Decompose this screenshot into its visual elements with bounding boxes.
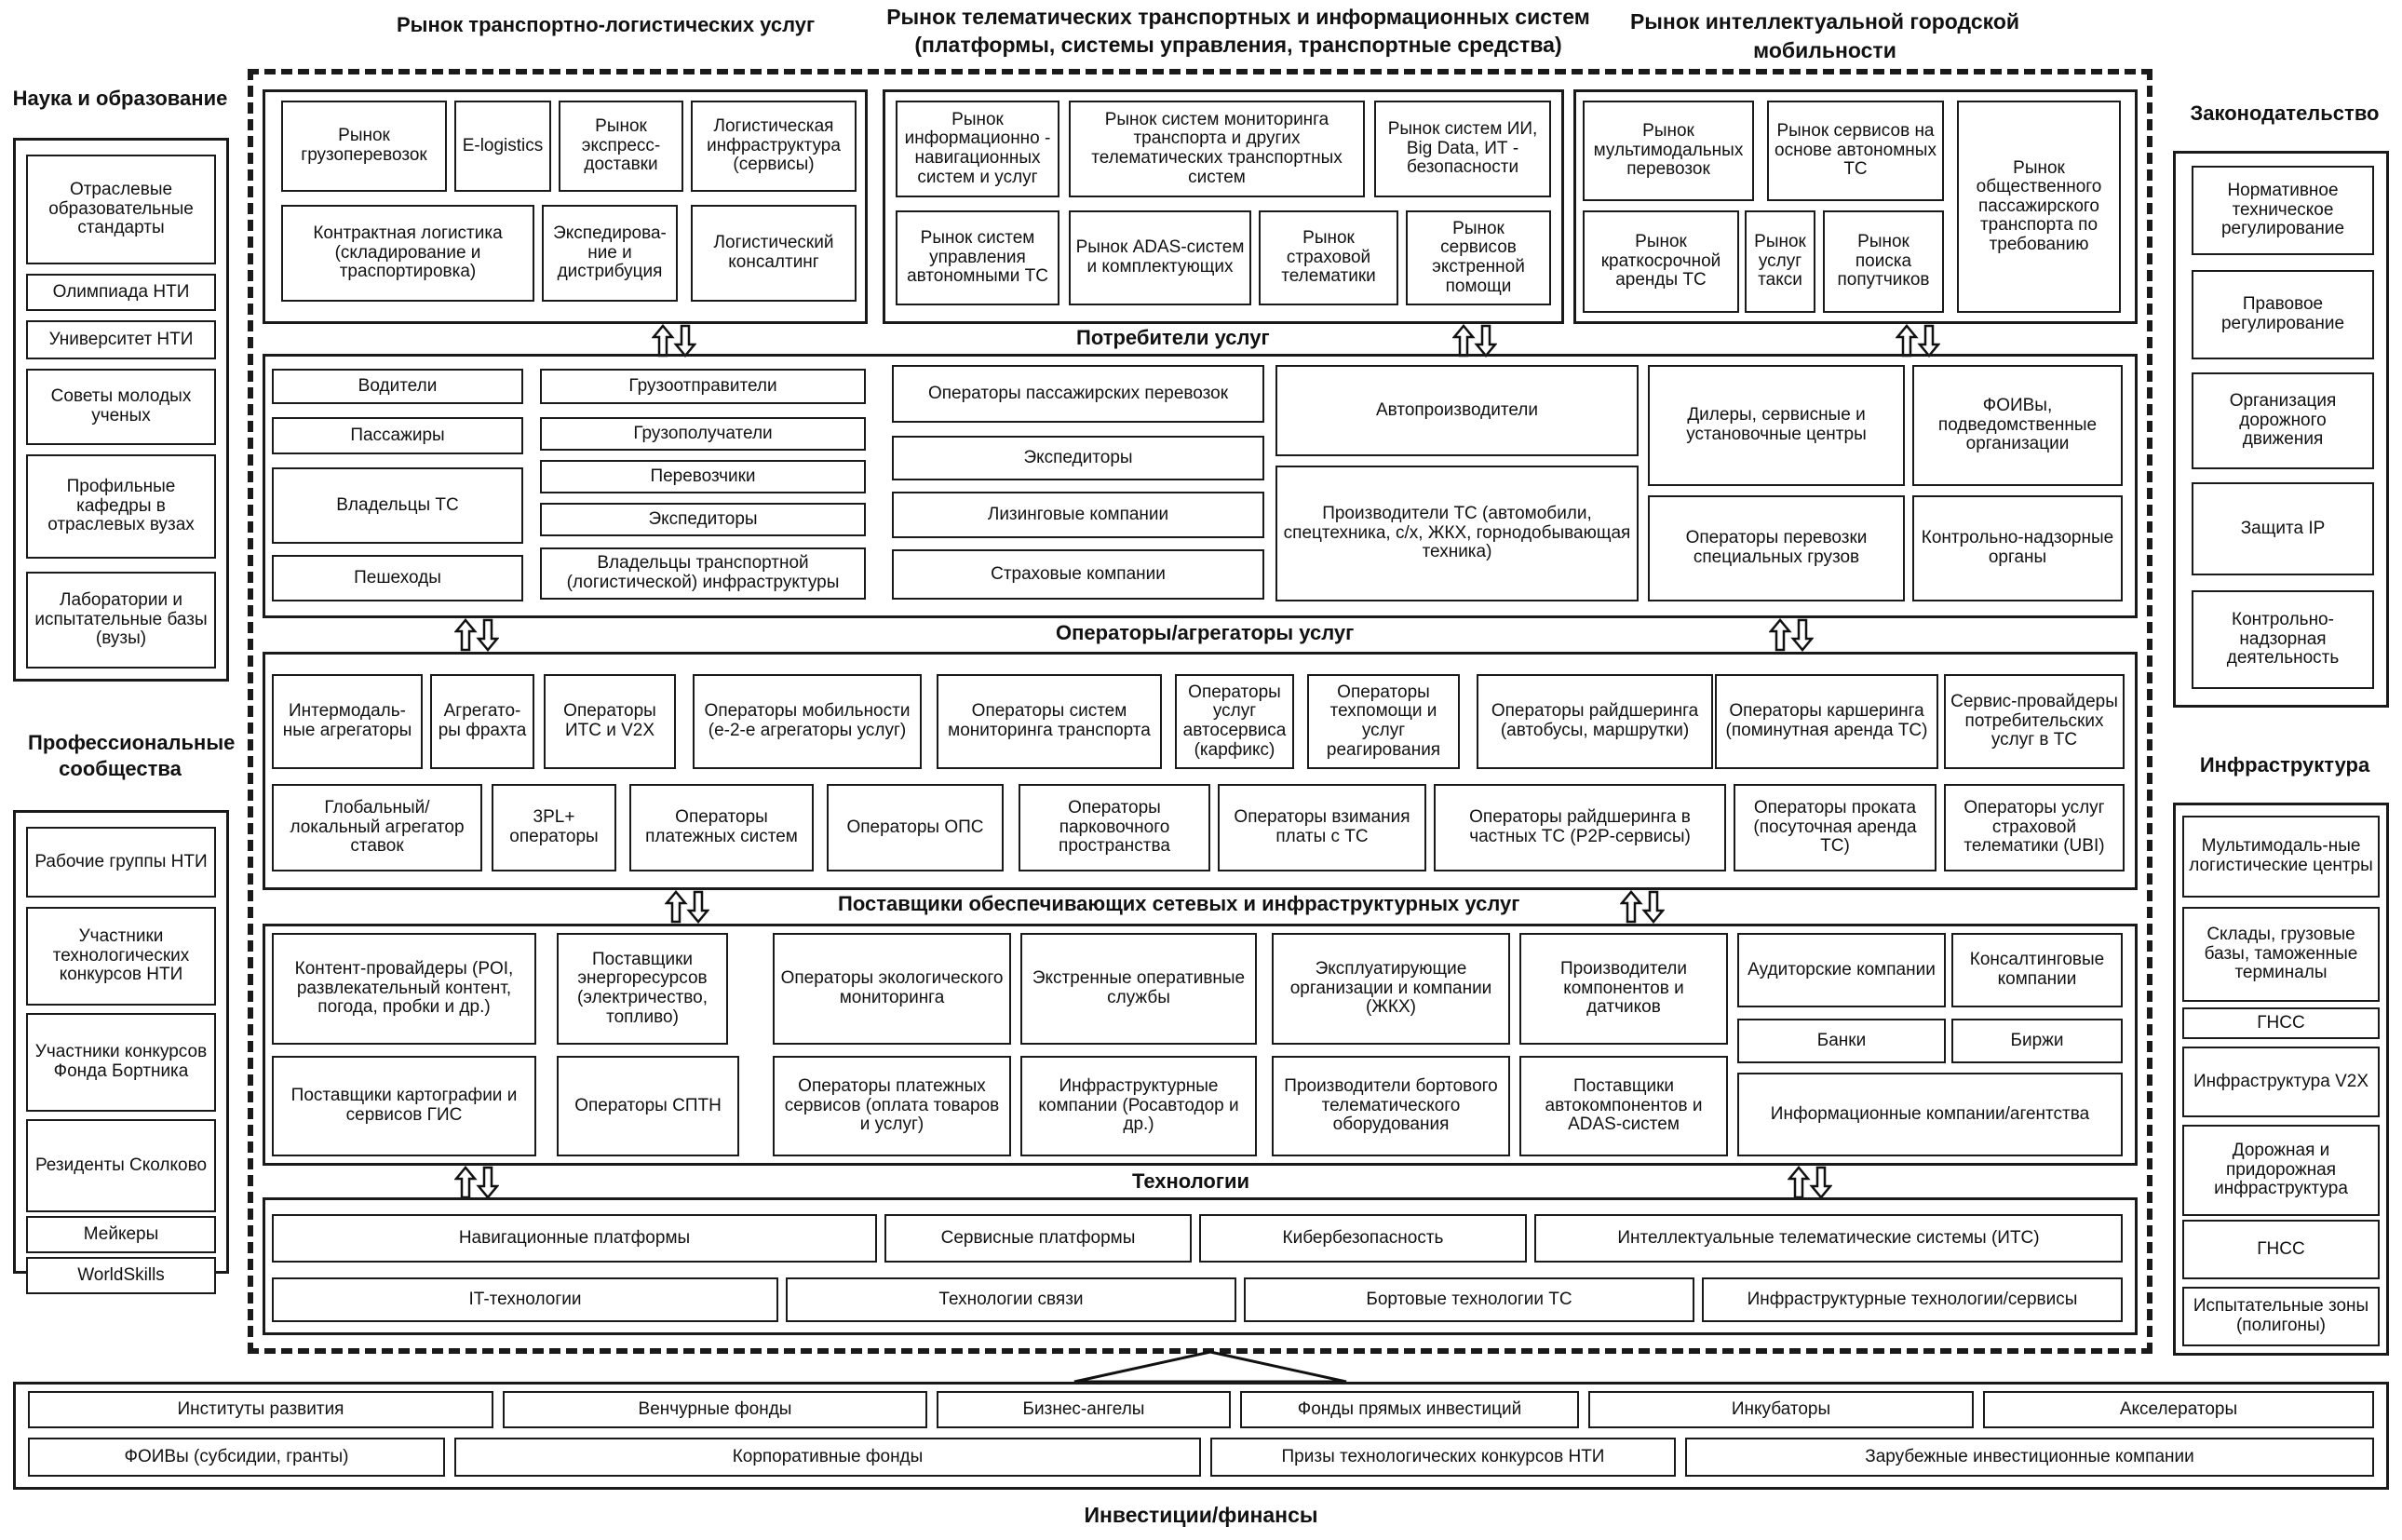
title-urban-mobility-line2: мобильности <box>1753 38 1896 63</box>
op-carsharing: Операторы каршеринга (поминутная аренда ТС) <box>1715 674 1938 769</box>
consumer-foiv: ФОИВы, подведомственные организации <box>1912 365 2123 486</box>
sup-banks: Банки <box>1737 1019 1946 1063</box>
prof-bortnik: Участники конкурсов Фонда Бортника <box>26 1013 216 1112</box>
sup-adas: Поставщики автокомпонентов и ADAS-систем <box>1519 1056 1728 1156</box>
law-ip: Защита IP <box>2192 482 2374 575</box>
sup-consulting: Консалтинговые компании <box>1951 933 2123 1007</box>
title-telematics <box>884 4 1592 60</box>
inv-angels: Бизнес-ангелы <box>937 1391 1231 1428</box>
inv-venture: Венчурные фонды <box>503 1391 927 1428</box>
law-legal: Правовое регулирование <box>2192 270 2374 359</box>
law-supervision: Контрольно-надзорная деятельность <box>2192 590 2374 689</box>
tech-communication: Технологии связи <box>786 1277 1236 1322</box>
prof-skolkovo: Резиденты Сколково <box>26 1119 216 1212</box>
science-labs: Лаборатории и испытательные базы (вузы) <box>26 572 216 669</box>
suppliers-title: Поставщики обеспечивающих сетевых и инфраструктурных услуг <box>832 892 1525 916</box>
consumer-passengers: Пассажиры <box>272 417 523 454</box>
tech-cybersecurity: Кибербезопасность <box>1199 1214 1527 1263</box>
double-arrow-icon <box>1896 324 1940 358</box>
market-insurance-telematics: Рынок страховой телематики <box>1259 210 1398 305</box>
consumer-dealers: Дилеры, сервисные и установочные центры <box>1648 365 1905 486</box>
inv-dev-institutes: Институты развития <box>28 1391 493 1428</box>
sup-cartography: Поставщики картографии и сервисов ГИС <box>272 1056 536 1156</box>
market-emergency: Рынок сервисов экстренной помощи <box>1406 210 1551 305</box>
science-departments: Профильные кафедры в отраслевых вузах <box>26 454 216 559</box>
market-e-logistics: E-logistics <box>454 101 551 192</box>
prof-title <box>4 730 236 781</box>
operators-title: Операторы/агрегаторы услуг <box>1050 621 1359 645</box>
sup-content: Контент-провайдеры (POI, развлекательный контент, погода, пробки и др.) <box>272 933 536 1045</box>
technologies-title: Технологии <box>1127 1169 1255 1194</box>
double-arrow-icon <box>1769 618 1814 652</box>
sup-sptn: Операторы СПТН <box>557 1056 739 1156</box>
market-short-rent: Рынок краткосрочной аренды ТС <box>1583 210 1739 313</box>
tech-onboard: Бортовые технологии ТС <box>1244 1277 1694 1322</box>
title-telematics-line2: (платформы, системы управления, транспортные средства) <box>914 32 1562 57</box>
consumer-drivers: Водители <box>272 369 523 404</box>
inv-foreign: Зарубежные инвестиционные компании <box>1685 1438 2374 1477</box>
op-freight-agg: Агрегато-ры фрахта <box>430 674 534 769</box>
market-cargo: Рынок грузоперевозок <box>281 101 447 192</box>
op-ubi: Операторы услуг страховой телематики (UBI) <box>1944 784 2125 871</box>
title-telematics-line1: Рынок телематических транспортных и информационных систем <box>886 5 1590 29</box>
consumer-carriers: Перевозчики <box>540 460 866 493</box>
consumers-title: Потребители услуг <box>1071 326 1275 350</box>
market-taxi: Рынок услуг такси <box>1745 210 1815 313</box>
market-multimodal: Рынок мультимодальных перевозок <box>1583 101 1754 201</box>
consumer-infra-owners: Владельцы транспортной (логистической) инфраструктуры <box>540 547 866 600</box>
market-contract-log: Контрактная логистика (складирование и траспортировка) <box>281 205 534 302</box>
op-its-v2x: Операторы ИТС и V2X <box>544 674 676 769</box>
inv-accelerators: Акселераторы <box>1983 1391 2374 1428</box>
infra-gnss-2: ГНСС <box>2182 1220 2380 1279</box>
op-3pl: 3PL+ операторы <box>492 784 616 871</box>
infra-test-zones: Испытательные зоны (полигоны) <box>2182 1287 2380 1346</box>
prof-title-text: Профессиональные сообщества <box>28 731 236 780</box>
science-nti-university: Университет НТИ <box>26 320 216 359</box>
sup-eco: Операторы экологического мониторинга <box>773 933 1011 1045</box>
op-ridesharing-bus: Операторы райдшеринга (автобусы, маршрутки) <box>1477 674 1713 769</box>
sup-infra-companies: Инфраструктурные компании (Росавтодор и др.) <box>1020 1056 1257 1156</box>
science-young-scientists: Советы молодых ученых <box>26 369 216 445</box>
tech-nav-platforms: Навигационные платформы <box>272 1214 877 1263</box>
double-arrow-icon <box>1452 324 1497 358</box>
op-intermodal: Интермодаль-ные агрегаторы <box>272 674 423 769</box>
sup-info-agencies: Информационные компании/агентства <box>1737 1073 2123 1156</box>
market-monitoring: Рынок систем мониторинга транспорта и других телематических транспортных систем <box>1069 101 1365 197</box>
op-rental: Операторы проката (посуточная аренда ТС) <box>1734 784 1936 871</box>
sup-audit: Аудиторские компании <box>1737 933 1946 1007</box>
sup-energy: Поставщики энергоресурсов (электричество, топливо) <box>557 933 728 1045</box>
tech-service-platforms: Сервисные платформы <box>884 1214 1192 1263</box>
sup-housing: Эксплуатирующие организации и компании (ЖКХ) <box>1272 933 1510 1045</box>
consumer-shippers: Грузоотправители <box>540 369 866 404</box>
op-rate-agg: Глобальный/ локальный агрегатор ставок <box>272 784 482 871</box>
investments-title: Инвестиции/финансы <box>1084 1503 1318 1527</box>
op-p2p: Операторы райдшеринга в частных ТС (P2P-сервисы) <box>1434 784 1726 871</box>
consumer-pedestrians: Пешеходы <box>272 555 523 601</box>
prof-nti-groups: Рабочие группы НТИ <box>26 827 216 898</box>
title-urban-mobility-line1: Рынок интеллектуальной городской <box>1629 9 2020 34</box>
market-log-consulting: Логистический консалтинг <box>691 205 857 302</box>
consumer-control-bodies: Контрольно-надзорные органы <box>1912 495 2123 601</box>
market-ride-search: Рынок поиска попутчиков <box>1823 210 1944 313</box>
market-nav-systems: Рынок информационно - навигационных систем и услуг <box>896 101 1059 197</box>
tech-its: Интеллектуальные телематические системы (ИТС) <box>1534 1214 2123 1263</box>
law-title: Законодательство <box>2190 101 2380 125</box>
consumer-vehicle-makers: Производители ТС (автомобили, спецтехника, с/х, ЖКХ, горнодобывающая техника) <box>1275 466 1639 601</box>
op-techhelp: Операторы техпомощи и услуг реагирования <box>1307 674 1460 769</box>
double-arrow-icon <box>1620 890 1665 924</box>
op-payment-systems: Операторы платежных систем <box>629 784 814 871</box>
double-arrow-icon <box>1788 1166 1832 1199</box>
title-urban-mobility <box>1620 7 2030 65</box>
op-monitoring: Операторы систем мониторинга транспорта <box>937 674 1162 769</box>
consumer-special-cargo: Операторы перевозки специальных грузов <box>1648 495 1905 601</box>
market-log-infra: Логистическая инфраструктура (сервисы) <box>691 101 857 192</box>
double-arrow-icon <box>665 890 709 924</box>
consumer-leasing: Лизинговые компании <box>892 492 1264 538</box>
up-arrow-icon <box>1071 1348 1350 1385</box>
double-arrow-icon <box>454 618 499 652</box>
infra-title: Инфраструктура <box>2199 753 2370 777</box>
sup-emergency: Экстренные оперативные службы <box>1020 933 1257 1045</box>
sup-payment: Операторы платежных сервисов (оплата товаров и услуг) <box>773 1056 1011 1156</box>
market-autonomous-services: Рынок сервисов на основе автономных ТС <box>1767 101 1944 201</box>
sup-exchanges: Биржи <box>1951 1019 2123 1063</box>
op-toll: Операторы взимания платы с ТС <box>1218 784 1426 871</box>
inv-nti-prizes: Призы технологических конкурсов НТИ <box>1210 1438 1676 1477</box>
sup-onboard: Производители бортового телематического оборудования <box>1272 1056 1510 1156</box>
inv-pe-funds: Фонды прямых инвестиций <box>1240 1391 1579 1428</box>
op-parking: Операторы парковочного пространства <box>1019 784 1210 871</box>
consumer-owners: Владельцы ТС <box>272 467 523 544</box>
consumer-forwarders: Экспедиторы <box>540 503 866 536</box>
sup-components: Производители компонентов и датчиков <box>1519 933 1728 1045</box>
prof-nti-contests: Участники технологических конкурсов НТИ <box>26 907 216 1006</box>
infra-multimodal: Мультимодаль-ные логистические центры <box>2182 816 2380 898</box>
prof-makers: Мейкеры <box>26 1216 216 1253</box>
science-standards: Отраслевые образовательные стандарты <box>26 155 216 264</box>
tech-it: IT-технологии <box>272 1277 778 1322</box>
market-adas: Рынок ADAS-систем и комплектующих <box>1069 210 1251 305</box>
market-public-transport: Рынок общественного пассажирского транспорта по требованию <box>1957 101 2121 313</box>
consumer-forwarders-2: Экспедиторы <box>892 436 1264 480</box>
infra-v2x: Инфраструктура V2X <box>2182 1047 2380 1117</box>
market-express: Рынок экспресс-доставки <box>559 101 683 192</box>
inv-foiv-grants: ФОИВы (субсидии, гранты) <box>28 1438 445 1477</box>
market-forwarding: Экспедирова-ние и дистрибуция <box>542 205 678 302</box>
infra-warehouses: Склады, грузовые базы, таможенные терминалы <box>2182 907 2380 1002</box>
op-consumer-services: Сервис-провайдеры потребительских услуг в ТС <box>1944 674 2125 769</box>
op-ops: Операторы ОПС <box>827 784 1004 871</box>
title-transport-logistics: Рынок транспортно-логистических услуг <box>391 13 820 37</box>
consumer-receivers: Грузополучатели <box>540 417 866 451</box>
double-arrow-icon <box>652 324 696 358</box>
law-technical: Нормативное техническое регулирование <box>2192 166 2374 255</box>
science-nti-olympiad: Олимпиада НТИ <box>26 274 216 311</box>
consumer-passenger-operators: Операторы пассажирских перевозок <box>892 365 1264 423</box>
op-mobility: Операторы мобильности (e-2-e агрегаторы услуг) <box>693 674 922 769</box>
consumer-automakers: Автопроизводители <box>1275 365 1639 456</box>
infra-roads: Дорожная и придорожная инфраструктура <box>2182 1125 2380 1216</box>
double-arrow-icon <box>454 1166 499 1199</box>
tech-infra: Инфраструктурные технологии/сервисы <box>1702 1277 2123 1322</box>
market-ai-bigdata: Рынок систем ИИ, Big Data, ИТ - безопасности <box>1374 101 1551 197</box>
prof-worldskills: WorldSkills <box>26 1257 216 1294</box>
inv-incubators: Инкубаторы <box>1588 1391 1974 1428</box>
infra-gnss-1: ГНСС <box>2182 1007 2380 1039</box>
market-autonomous-mgmt: Рынок систем управления автономными ТС <box>896 210 1059 305</box>
inv-corporate: Корпоративные фонды <box>454 1438 1201 1477</box>
law-traffic: Организация дорожного движения <box>2192 372 2374 469</box>
science-title: Наука и образование <box>12 87 228 110</box>
consumer-insurance: Страховые компании <box>892 549 1264 600</box>
op-carfix: Операторы услуг автосервиса (карфикс) <box>1175 674 1294 769</box>
